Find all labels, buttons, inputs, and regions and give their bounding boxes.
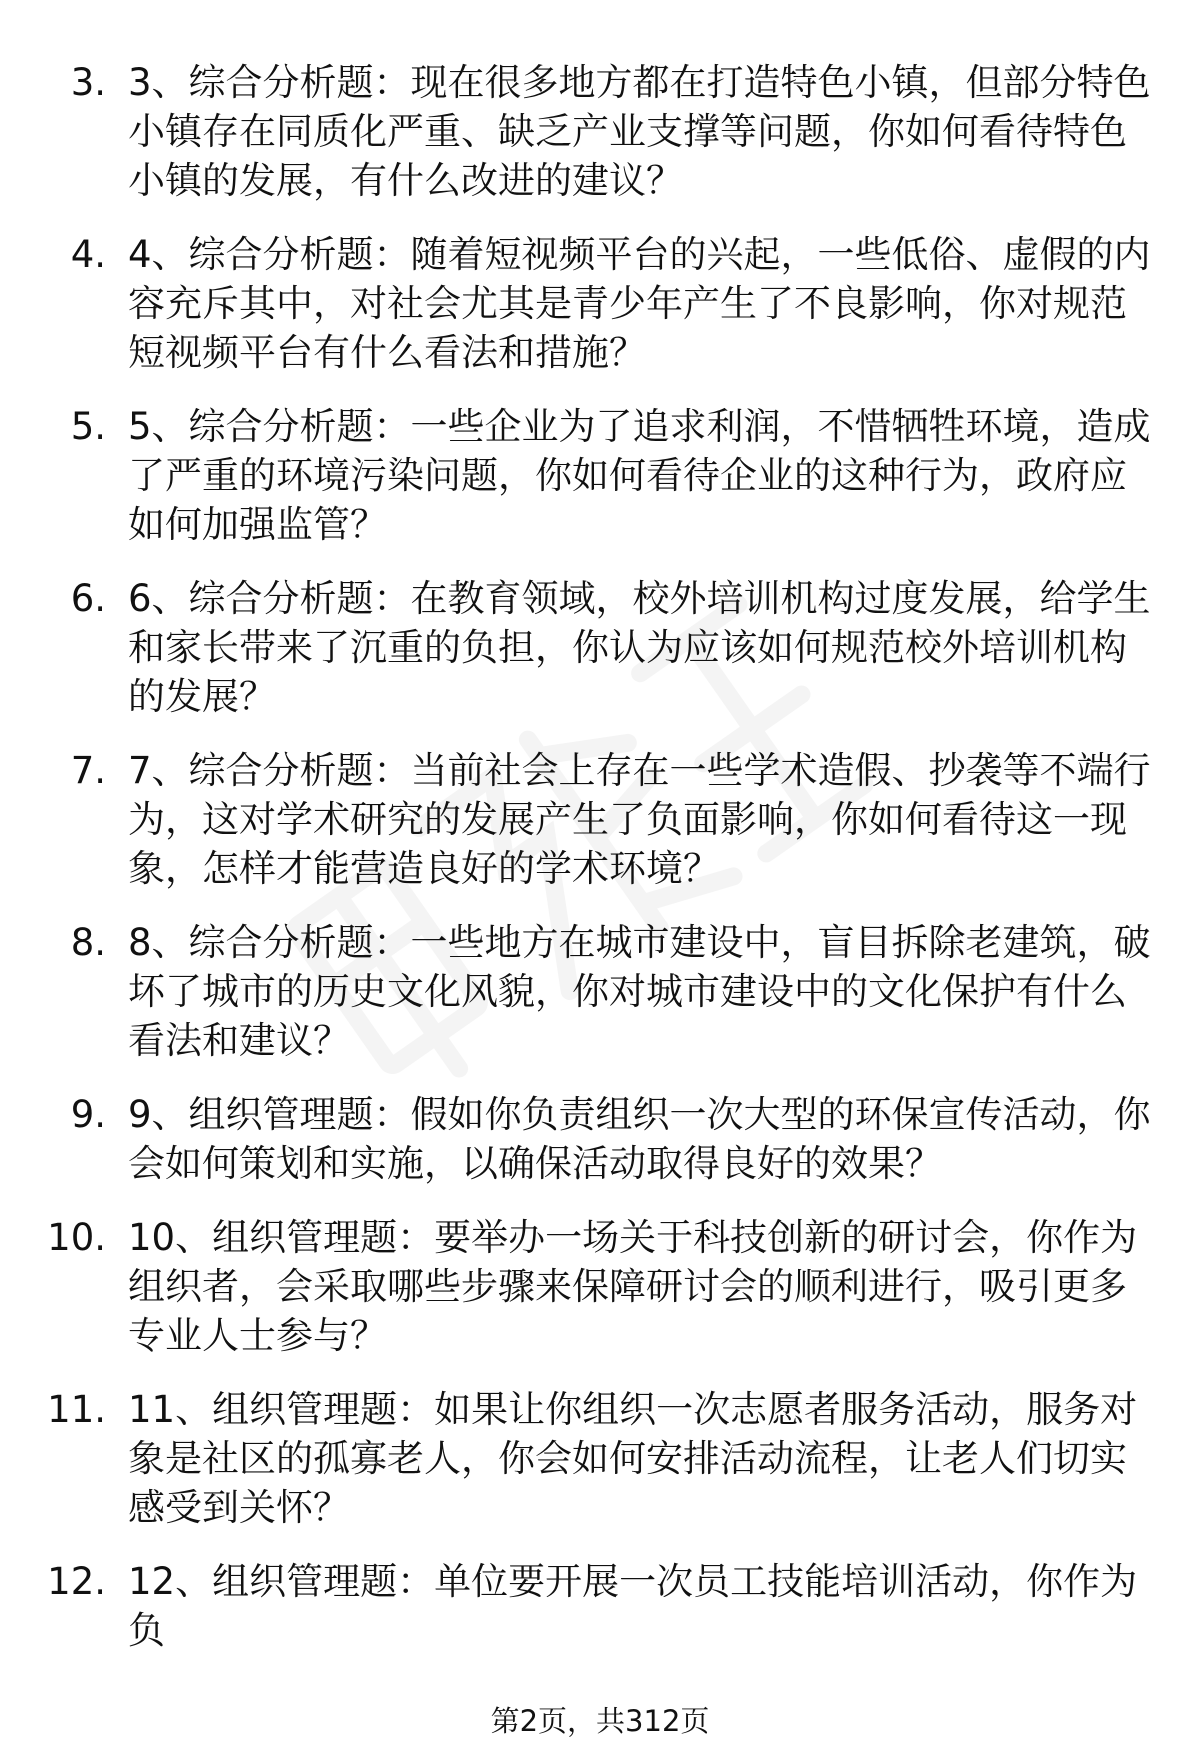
question-number: 11. xyxy=(47,1388,106,1431)
question-text: 7、综合分析题：当前社会上存在一些学术造假、抄袭等不端行为，这对学术研究的发展产生了负面影响，你如何看待这一现象，怎样才能营造良好的学术环境？ xyxy=(128,749,1151,890)
question-text: 9、组织管理题：假如你负责组织一次大型的环保宣传活动，你会如何策划和实施，以确保活动取得良好的效果？ xyxy=(128,1093,1151,1185)
list-item xyxy=(0,1213,1200,1360)
list-item xyxy=(0,574,1200,721)
list-item xyxy=(0,918,1200,1065)
question-text: 5、综合分析题：一些企业为了追求利润，不惜牺牲环境，造成了严重的环境污染问题，你如何看待企业的这种行为，政府应如何加强监管？ xyxy=(128,405,1151,546)
list-item xyxy=(0,1090,1200,1188)
list-item xyxy=(0,58,1200,205)
list-item xyxy=(0,1385,1200,1532)
question-text: 3、综合分析题：现在很多地方都在打造特色小镇，但部分特色小镇存在同质化严重、缺乏产业支撑等问题，你如何看待特色小镇的发展，有什么改进的建议？ xyxy=(128,61,1151,202)
question-number: 9. xyxy=(70,1093,106,1136)
question-number: 12. xyxy=(47,1560,106,1603)
question-number: 5. xyxy=(70,405,106,448)
question-number: 7. xyxy=(70,749,106,792)
question-number: 6. xyxy=(70,577,106,620)
list-item xyxy=(0,746,1200,893)
list-item xyxy=(0,230,1200,377)
question-number: 3. xyxy=(70,61,106,104)
question-text: 10、组织管理题：要举办一场关于科技创新的研讨会，你作为组织者，会采取哪些步骤来保障研讨会的顺利进行，吸引更多专业人士参与？ xyxy=(128,1216,1138,1357)
question-number: 8. xyxy=(70,921,106,964)
question-text: 6、综合分析题：在教育领域，校外培训机构过度发展，给学生和家长带来了沉重的负担，你认为应该如何规范校外培训机构的发展？ xyxy=(128,577,1151,718)
list-item xyxy=(0,402,1200,549)
question-list xyxy=(0,58,1200,1680)
question-number: 4. xyxy=(70,233,106,276)
list-item xyxy=(0,1557,1200,1655)
question-text: 12、组织管理题：单位要开展一次员工技能培训活动，你作为负 xyxy=(128,1560,1138,1652)
page-footer: 第2页，共312页 xyxy=(490,1704,710,1738)
question-number: 10. xyxy=(47,1216,106,1259)
question-text: 4、综合分析题：随着短视频平台的兴起，一些低俗、虚假的内容充斥其中，对社会尤其是青少年产生了不良影响，你对规范短视频平台有什么看法和措施？ xyxy=(128,233,1151,374)
question-text: 11、组织管理题：如果让你组织一次志愿者服务活动，服务对象是社区的孤寡老人，你会如何安排活动流程，让老人们切实感受到关怀？ xyxy=(128,1388,1138,1529)
question-text: 8、综合分析题：一些地方在城市建设中，盲目拆除老建筑，破坏了城市的历史文化风貌，你对城市建设中的文化保护有什么看法和建议？ xyxy=(128,921,1151,1062)
